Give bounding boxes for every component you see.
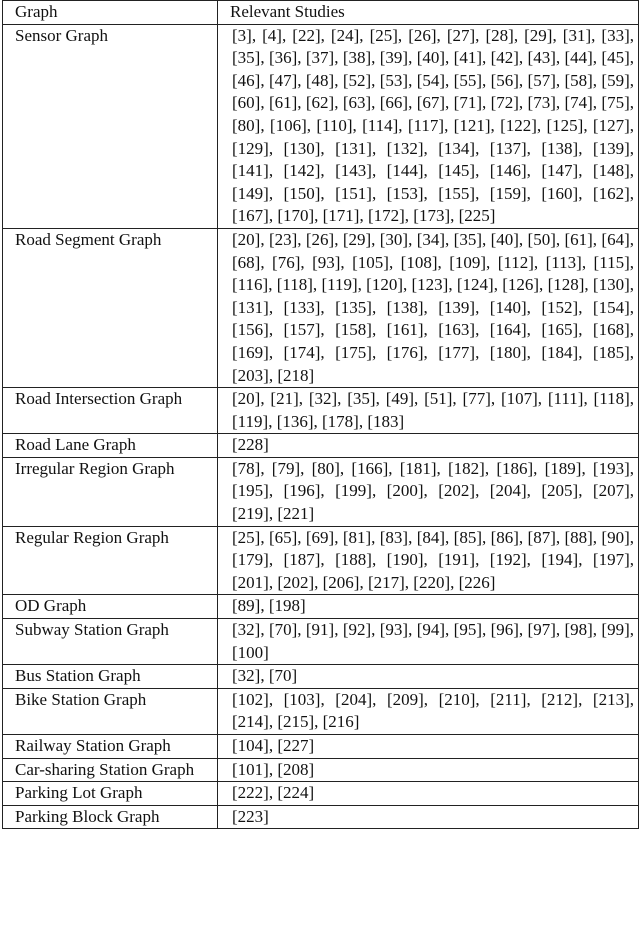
table-row [3,526,639,595]
studies-cell: [20], [23], [26], [29], [30], [34], [35], [40], [50], [61], [64], [68], [76], [93], [105], [108], [109], [112], [113], [115], [116], [118], [119], [120], [123], [124], [126], [128], [130], [131], [133], [135], [138], [139], [140], [152], [154], [156], [157], [158], [161], [163], [164], [165], [168], [169], [174], [175], [176], [177], [180], [184], [185], [203], [218] [218,228,639,387]
graph-type-cell: Parking Block Graph [3,805,218,829]
table-row [3,665,639,689]
studies-cell: [101], [208] [218,758,639,782]
studies-cell: [25], [65], [69], [81], [83], [84], [85], [86], [87], [88], [90], [179], [187], [188], [190], [191], [192], [194], [197], [201], [202], [206], [217], [220], [226] [218,526,639,595]
table-row [3,595,639,619]
table-row [3,457,639,526]
graph-type-cell: Parking Lot Graph [3,782,218,806]
studies-cell: [222], [224] [218,782,639,806]
studies-cell: [3], [4], [22], [24], [25], [26], [27], [28], [29], [31], [33], [35], [36], [37], [38], [39], [40], [41], [42], [43], [44], [45], [46], [47], [48], [52], [53], [54], [55], [56], [57], [58], [59], [60], [61], [62], [63], [66], [67], [71], [72], [73], [74], [75], [80], [106], [110], [114], [117], [121], [122], [125], [127], [129], [130], [131], [132], [134], [137], [138], [139], [141], [142], [143], [144], [145], [146], [147], [148], [149], [150], [151], [153], [155], [159], [160], [162], [167], [170], [171], [172], [173], [225] [218,24,639,228]
graph-type-cell: Road Intersection Graph [3,388,218,434]
header-row [3,1,639,25]
graph-type-cell: Sensor Graph [3,24,218,228]
graph-type-cell: OD Graph [3,595,218,619]
header-relevant-studies: Relevant Studies [218,1,639,25]
studies-cell: [89], [198] [218,595,639,619]
graph-type-cell: Road Segment Graph [3,228,218,387]
graph-type-cell: Subway Station Graph [3,619,218,665]
studies-cell: [104], [227] [218,735,639,759]
graph-type-cell: Regular Region Graph [3,526,218,595]
studies-cell: [32], [70], [91], [92], [93], [94], [95], [96], [97], [98], [99], [100] [218,619,639,665]
graph-type-cell: Irregular Region Graph [3,457,218,526]
table-row [3,688,639,734]
studies-cell: [32], [70] [218,665,639,689]
table-row [3,758,639,782]
table-row [3,619,639,665]
studies-cell: [78], [79], [80], [166], [181], [182], [186], [189], [193], [195], [196], [199], [200], [202], [204], [205], [207], [219], [221] [218,457,639,526]
graph-type-cell: Bike Station Graph [3,688,218,734]
header-graph: Graph [3,1,218,25]
table-row [3,735,639,759]
graph-studies-table [2,0,639,829]
graph-type-cell: Road Lane Graph [3,434,218,458]
table-row [3,388,639,434]
table-row [3,228,639,387]
studies-cell: [20], [21], [32], [35], [49], [51], [77], [107], [111], [118], [119], [136], [178], [183] [218,388,639,434]
graph-type-cell: Railway Station Graph [3,735,218,759]
studies-cell: [228] [218,434,639,458]
studies-cell: [223] [218,805,639,829]
table-row [3,24,639,228]
graph-type-cell: Bus Station Graph [3,665,218,689]
table-row [3,805,639,829]
table-row [3,782,639,806]
graph-type-cell: Car-sharing Station Graph [3,758,218,782]
studies-cell: [102], [103], [204], [209], [210], [211], [212], [213], [214], [215], [216] [218,688,639,734]
table-row [3,434,639,458]
